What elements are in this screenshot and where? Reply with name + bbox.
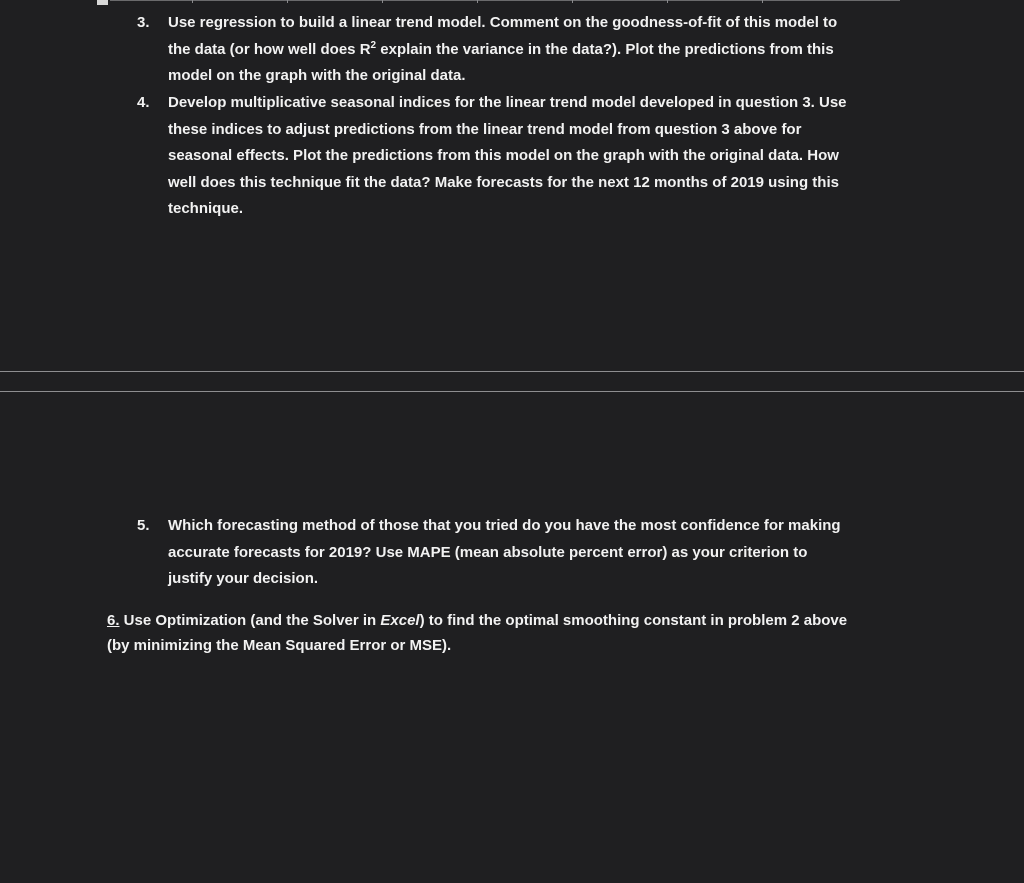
- paragraph-6: 6. Use Optimization (and the Solver in Excel) to find the optimal smoothing constant in problem 2 above (by minimizing the Mean Squared Error or MSE).: [107, 612, 848, 654]
- item-number: 4.: [137, 94, 150, 111]
- ruler-tick: [572, 0, 573, 3]
- ruler-tick: [762, 0, 763, 3]
- section-break-line: [0, 371, 1024, 372]
- item-text: Which forecasting method of those that you tried do you have the most confidence for making accurate forecasts for 2019? Use MAPE (mean absolute percent error) as your criterion to justify your decision.: [168, 517, 841, 587]
- item-number: 3.: [137, 14, 150, 31]
- ruler-line: [110, 0, 900, 1]
- ruler-tick: [477, 0, 478, 3]
- item-number: 5.: [137, 517, 150, 534]
- item-number: 6.: [107, 612, 120, 629]
- ruler-tick: [382, 0, 383, 3]
- ruler-tick: [667, 0, 668, 3]
- ruler: [0, 0, 1024, 4]
- item-text: Use regression to build a linear trend model. Comment on the goodness-of-fit of this model to the data (or how well does $R^2$ explain the variance in the data?). Plot the predictions from this model on the graph with the original data.: [168, 14, 838, 84]
- item-text: Develop multiplicative seasonal indices for the linear trend model developed in question 3. Use these indices to adjust predictions from the linear trend model from question 3 above for seasonal effects. Plot the predictions from this model on the graph with the original data. How well does this technique fit the data? Make forecasts for the next 12 months of 2019 using this technique.: [168, 94, 847, 217]
- ruler-tick: [287, 0, 288, 3]
- excel-text: Excel: [380, 612, 420, 629]
- indent-marker[interactable]: [97, 0, 108, 5]
- ruler-tick: [192, 0, 193, 3]
- section-break-line: [0, 391, 1024, 392]
